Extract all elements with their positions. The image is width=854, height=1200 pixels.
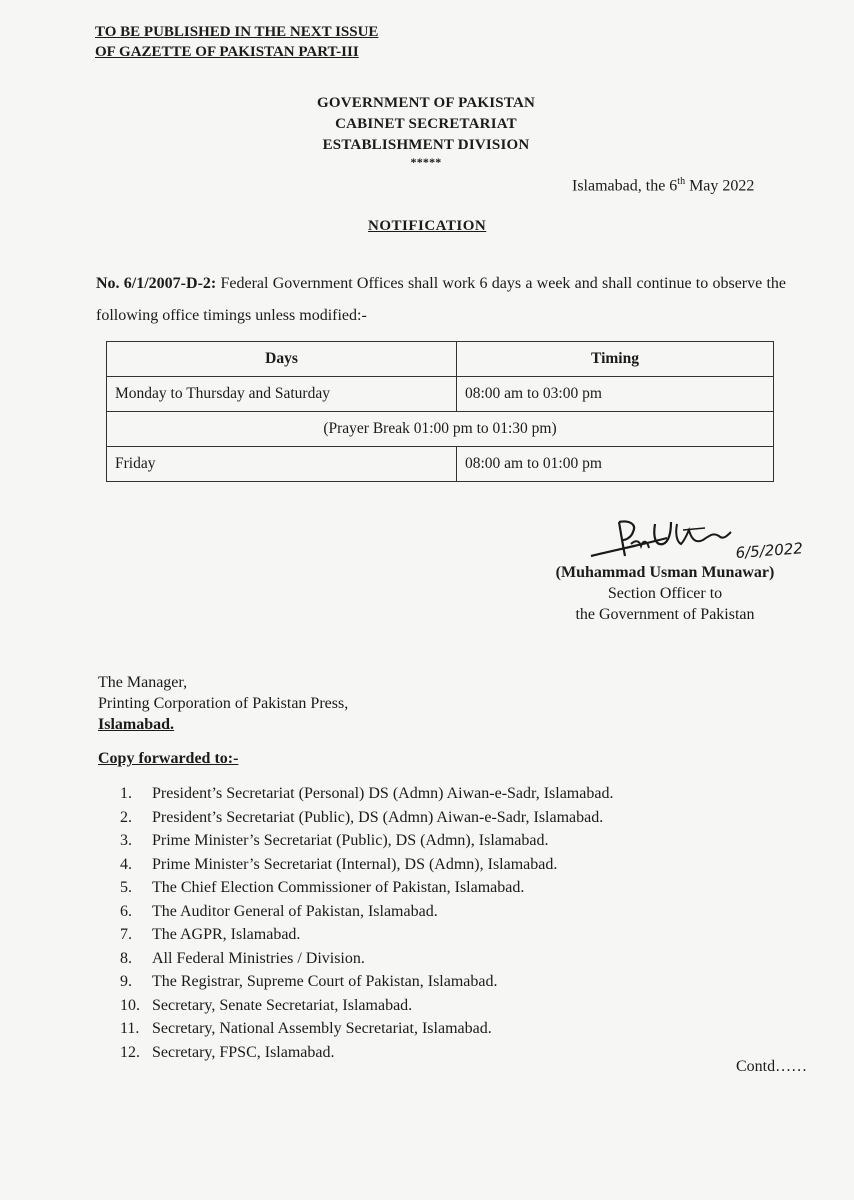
list-item xyxy=(120,994,613,1018)
header-line-division: ESTABLISHMENT DIVISION xyxy=(322,137,530,153)
list-item-text: Prime Minister’s Secretariat (Internal), DS (Admn), Islamabad. xyxy=(152,855,558,873)
list-item-number: 9. xyxy=(120,973,132,990)
row-timing: 08:00 am to 01:00 pm xyxy=(457,447,774,482)
signature-date-text: 6/5/2022 xyxy=(735,539,804,562)
table-row-prayer-break xyxy=(107,412,774,447)
list-item xyxy=(120,947,613,971)
signing-officer-block xyxy=(520,562,810,625)
list-item-number: 4. xyxy=(120,855,132,873)
notification-text: Federal Government Offices shall work 6 days a week and shall continue to observe the following office timings unless modified:- xyxy=(96,275,787,324)
list-item-number: 7. xyxy=(120,926,132,943)
row-timing: 08:00 am to 03:00 pm xyxy=(457,377,774,412)
list-item xyxy=(120,806,613,830)
date-rest: May 2022 xyxy=(685,177,755,195)
header-line-government: GOVERNMENT OF PAKISTAN xyxy=(316,95,536,111)
list-item-number: 1. xyxy=(120,785,132,802)
officer-title-line-2: the Government of Pakistan xyxy=(575,606,755,623)
date-prefix: Islamabad, the 6 xyxy=(572,177,678,195)
table-row xyxy=(107,447,774,482)
row-days: Friday xyxy=(107,447,457,482)
list-item xyxy=(120,970,613,994)
list-item-text: Secretary, National Assembly Secretariat, Islamabad. xyxy=(152,1020,492,1037)
government-header xyxy=(0,93,854,168)
list-item-text: President’s Secretariat (Public), DS (Admn) Aiwan-e-Sadr, Islamabad. xyxy=(152,808,604,826)
officer-name: (Muhammad Usman Munawar) xyxy=(555,564,775,581)
officer-title-line-1: Section Officer to xyxy=(607,585,723,602)
list-item xyxy=(120,782,613,806)
list-item xyxy=(120,853,613,877)
prayer-break-cell: (Prayer Break 01:00 pm to 01:30 pm) xyxy=(107,412,774,447)
notification-body xyxy=(96,268,786,332)
copy-forwarded-list xyxy=(120,782,613,1064)
publish-note-line-2: OF GAZETTE OF PAKISTAN PART-III xyxy=(95,44,359,60)
list-item-number: 8. xyxy=(120,949,132,967)
continued-marker: Contd…… xyxy=(736,1058,808,1075)
list-item-text: The Auditor General of Pakistan, Islamabad. xyxy=(152,902,438,920)
list-item xyxy=(120,1017,613,1041)
list-item xyxy=(120,1041,613,1065)
list-item-text: All Federal Ministries / Division. xyxy=(152,949,365,967)
list-item-number: 6. xyxy=(120,902,132,920)
list-item-text: The AGPR, Islamabad. xyxy=(152,926,301,943)
list-item-text: Secretary, FPSC, Islamabad. xyxy=(152,1043,335,1061)
list-item-number: 12. xyxy=(120,1043,140,1061)
recipient-line-1: The Manager, xyxy=(98,674,188,691)
notification-ref-no: No. 6/1/2007-D-2: xyxy=(96,275,217,292)
list-item-text: Secretary, Senate Secretariat, Islamabad. xyxy=(152,996,413,1014)
list-item-number: 10. xyxy=(120,996,140,1014)
publish-note-line-1: TO BE PUBLISHED IN THE NEXT ISSUE xyxy=(95,24,379,40)
recipient-address xyxy=(98,672,348,735)
table-header-row xyxy=(107,342,774,377)
list-item xyxy=(120,876,613,900)
list-item-text: Prime Minister’s Secretariat (Public), DS (Admn), Islamabad. xyxy=(152,832,549,849)
header-days: Days xyxy=(107,342,457,377)
list-item-number: 2. xyxy=(120,808,132,826)
place-and-date xyxy=(572,176,754,195)
list-item xyxy=(120,900,613,924)
recipient-line-2: Printing Corporation of Pakistan Press, xyxy=(98,695,349,712)
list-item-text: President’s Secretariat (Personal) DS (Admn) Aiwan-e-Sadr, Islamabad. xyxy=(152,785,614,802)
list-item-number: 11. xyxy=(120,1020,140,1037)
list-item xyxy=(120,923,613,947)
header-line-cabinet: CABINET SECRETARIAT xyxy=(335,116,517,132)
notification-title: NOTIFICATION xyxy=(368,218,487,234)
signature-date xyxy=(735,539,803,562)
list-item-text: The Chief Election Commissioner of Pakistan, Islamabad. xyxy=(152,879,525,896)
list-item xyxy=(120,829,613,853)
gazette-publish-note xyxy=(95,22,378,62)
date-suffix: th xyxy=(677,176,686,187)
list-item-number: 5. xyxy=(120,879,132,896)
list-item-text: The Registrar, Supreme Court of Pakistan, Islamabad. xyxy=(152,973,498,990)
recipient-line-3: Islamabad. xyxy=(98,716,175,733)
copy-forwarded-title: Copy forwarded to:- xyxy=(98,750,239,767)
header-timing: Timing xyxy=(457,342,774,377)
list-item-number: 3. xyxy=(120,832,132,849)
header-stars: ***** xyxy=(410,155,442,169)
table-row xyxy=(107,377,774,412)
office-timing-table xyxy=(106,341,774,482)
row-days: Monday to Thursday and Saturday xyxy=(107,377,457,412)
